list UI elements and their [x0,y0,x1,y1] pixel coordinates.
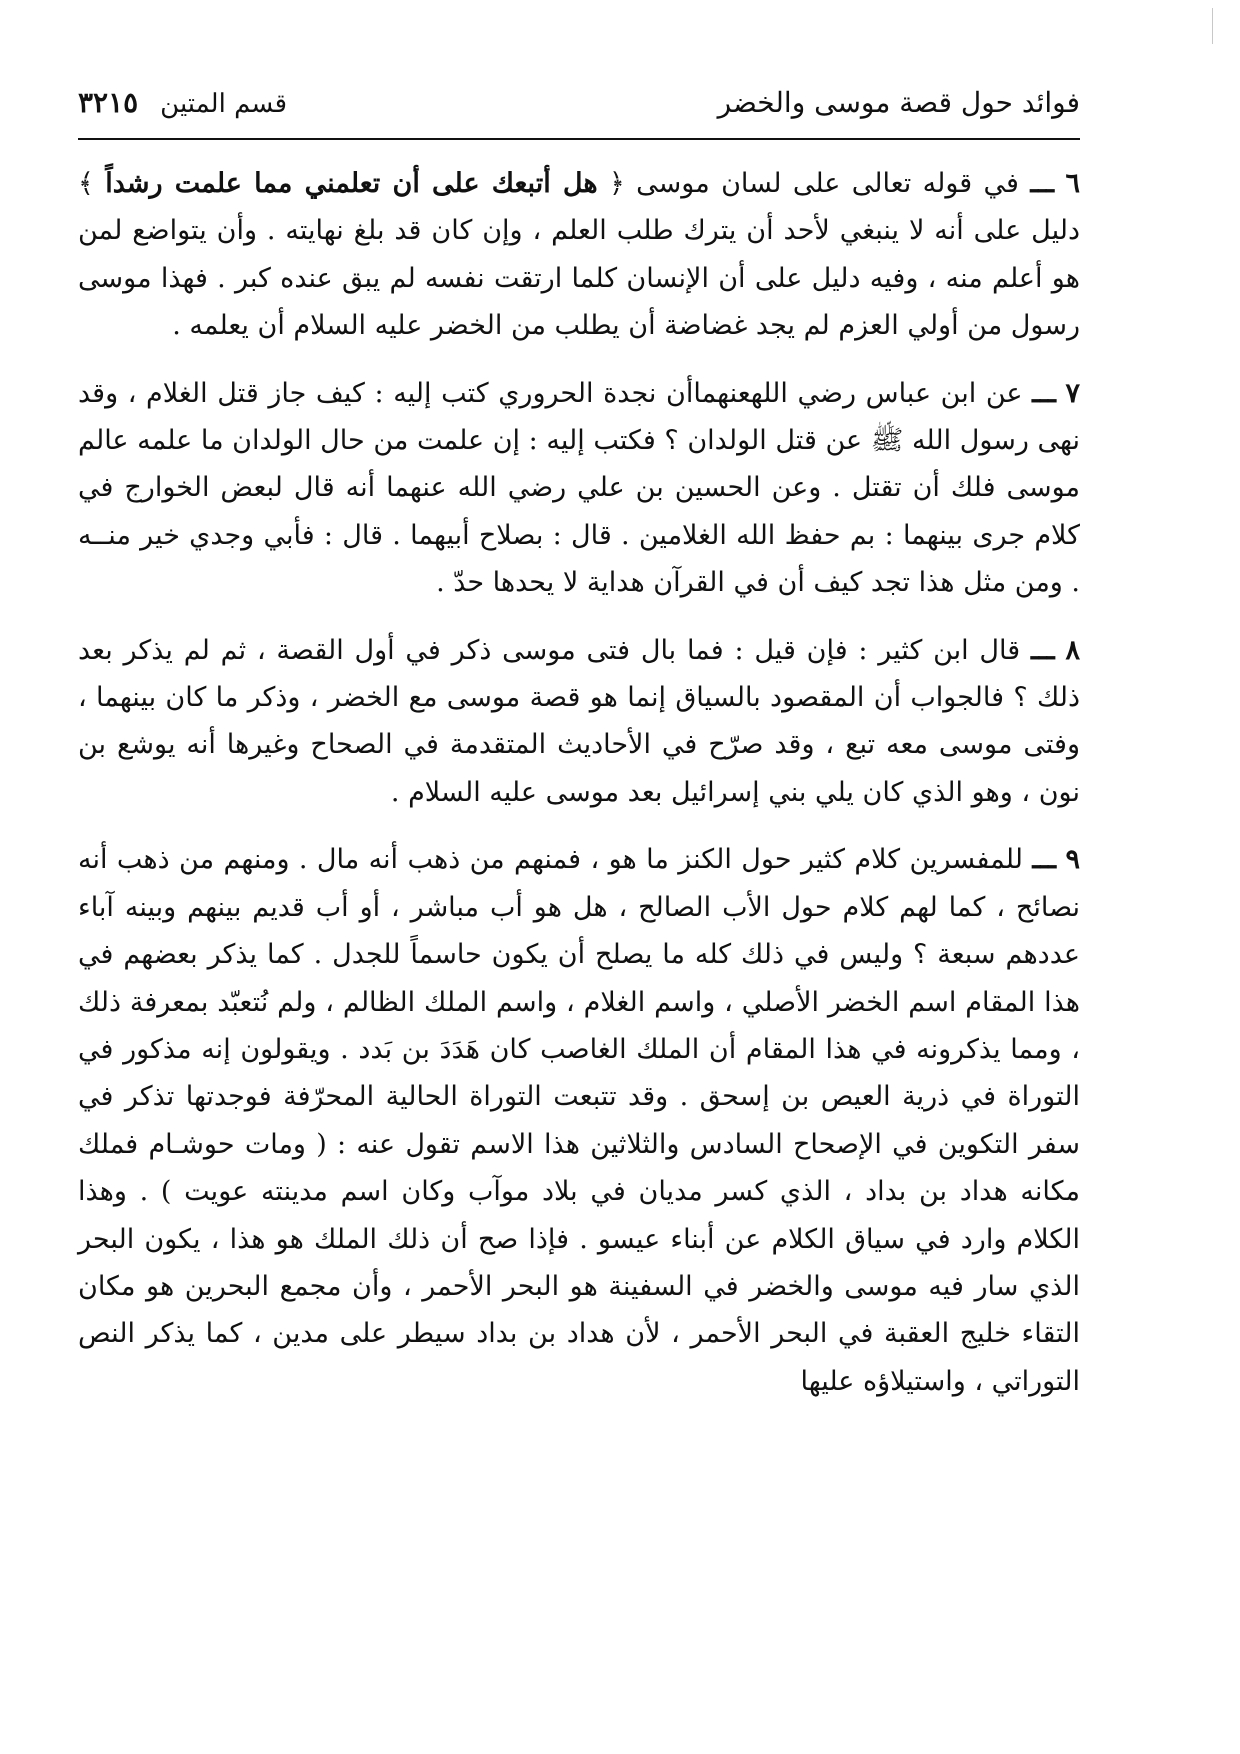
paragraph-text: قال ابن كثير : فإن قيل : فما بال فتى موسى ذكر في أول القصة ، ثم لم يذكر بعد ذلك ؟ فالجواب أن المقصود بالسياق إنما هو قصة موسى مع الخضر ، وذكر ما كان بينهما ، وفتى موسى معه تبع ، وقد صرّح في الأحاديث المتقدمة في الصحاح وغيرها أنه يوشع بن نون ، وهو الذي كان يلي بني إسرائيل بعد موسى عليه السلام . [78,634,1080,808]
paragraph-text: عن ابن عباس رضي اللهعنهماأن نجدة الحروري كتب إليه : كيف جاز قتل الغلام ، وقد نهى رسول الله ﷺ عن قتل الولدان ؟ فكتب إليه : إن علمت من حال الولدان ما علمه عالم موسى فلك أن تقتل . وعن الحسين بن علي رضي الله عنهما أنه قال لبعض الخوارج في كلام جرى بينهما : بم حفظ الله الغلامين . قال : بصلاح أبيهما . قال : فأبي وجدي خير منــه . ومن مثل هذا تجد كيف أن في القرآن هداية لا يحدها حدّ . [78,377,1080,599]
quran-quote: هل أتبعك على أن تعلمني مما علمت رشداً [105,168,598,199]
page-header [78,86,1080,136]
running-title: فوائد حول قصة موسى والخضر [717,86,1080,119]
paragraph-number: ٦ [1065,168,1080,199]
scan-edge-mark [1212,8,1213,44]
paragraph-dash: ـــ [1032,377,1056,409]
paragraph-number: ٧ [1065,377,1081,409]
paragraph-6 [78,160,1080,350]
paragraph-text: ﴾ دليل على أنه لا ينبغي لأحد أن يترك طلب العلم ، وإن كان قد بلغ نهايته . وأن يتواضع لمن هو أعلم منه ، وفيه دليل على أن الإنسان كلما ارتقت نفسه لم يبق عنده كبر . فهذا موسى رسول من أولي العزم لم يجد غضاضة أن يطلب من الخضر عليه السلام أن يعلمه . [78,168,1080,342]
page-reference [78,86,287,119]
paragraph-dash: ـــ [1030,634,1055,666]
page-body [78,160,1080,1425]
paragraph-number: ٨ [1065,634,1080,666]
paragraph-dash: ـــ [1030,168,1055,199]
paragraph-dash: ـــ [1032,844,1057,876]
paragraph-number: ٩ [1065,844,1080,876]
paragraph-text: للمفسرين كلام كثير حول الكنز ما هو ، فمنهم من ذهب أنه مال . ومنهم من ذهب أنه نصائح ، كما لهم كلام حول الأب الصالح ، هل هو أب مباشر ، أو أب قديم بينهم وبينه آباء عددهم سبعة ؟ وليس في ذلك كله ما يصلح أن يكون حاسماً للجدل . كما يذكر بعضهم في هذا المقام اسم الخضر الأصلي ، واسم الغلام ، واسم الملك الظالم ، ولم نُتعبّد بمعرفة ذلك ، ومما يذكرونه في هذا المقام أن الملك الغاصب كان هَدَدَ بن بَدد . ويقولون إنه مذكور في التوراة في ذرية العيص بن إسحق . وقد تتبعت التوراة الحالية المحرّفة فوجدتها تذكر في سفر التكوين في الإصحاح السادس والثلاثين هذا الاسم تقول عنه : ( ومات حوشـام فملك مكانه هداد بن بداد ، الذي كسر مديان في بلاد موآب وكان اسم مدينته عويت ) . وهذا الكلام وارد في سياق الكلام عن أبناء عيسو . فإذا صح أن ذلك الملك هو هذا ، يكون البحر الذي سار فيه موسى والخضر في السفينة هو البحر الأحمر ، وأن مجمع البحرين هو مكان التقاء خليج العقبة في البحر الأحمر ، لأن هداد بن بداد سيطر على مدين ، كما يذكر النص التوراتي ، واستيلاؤه عليها [78,844,1080,1397]
section-name: قسم المتين [160,89,288,119]
page-number: ٣٢١٥ [78,86,139,119]
paragraph-7 [78,370,1080,607]
paragraph-9 [78,836,1080,1405]
paragraph-text: في قوله تعالى على لسان موسى ﴿ [608,168,1019,199]
paragraph-8 [78,627,1080,817]
header-rule [78,138,1080,140]
